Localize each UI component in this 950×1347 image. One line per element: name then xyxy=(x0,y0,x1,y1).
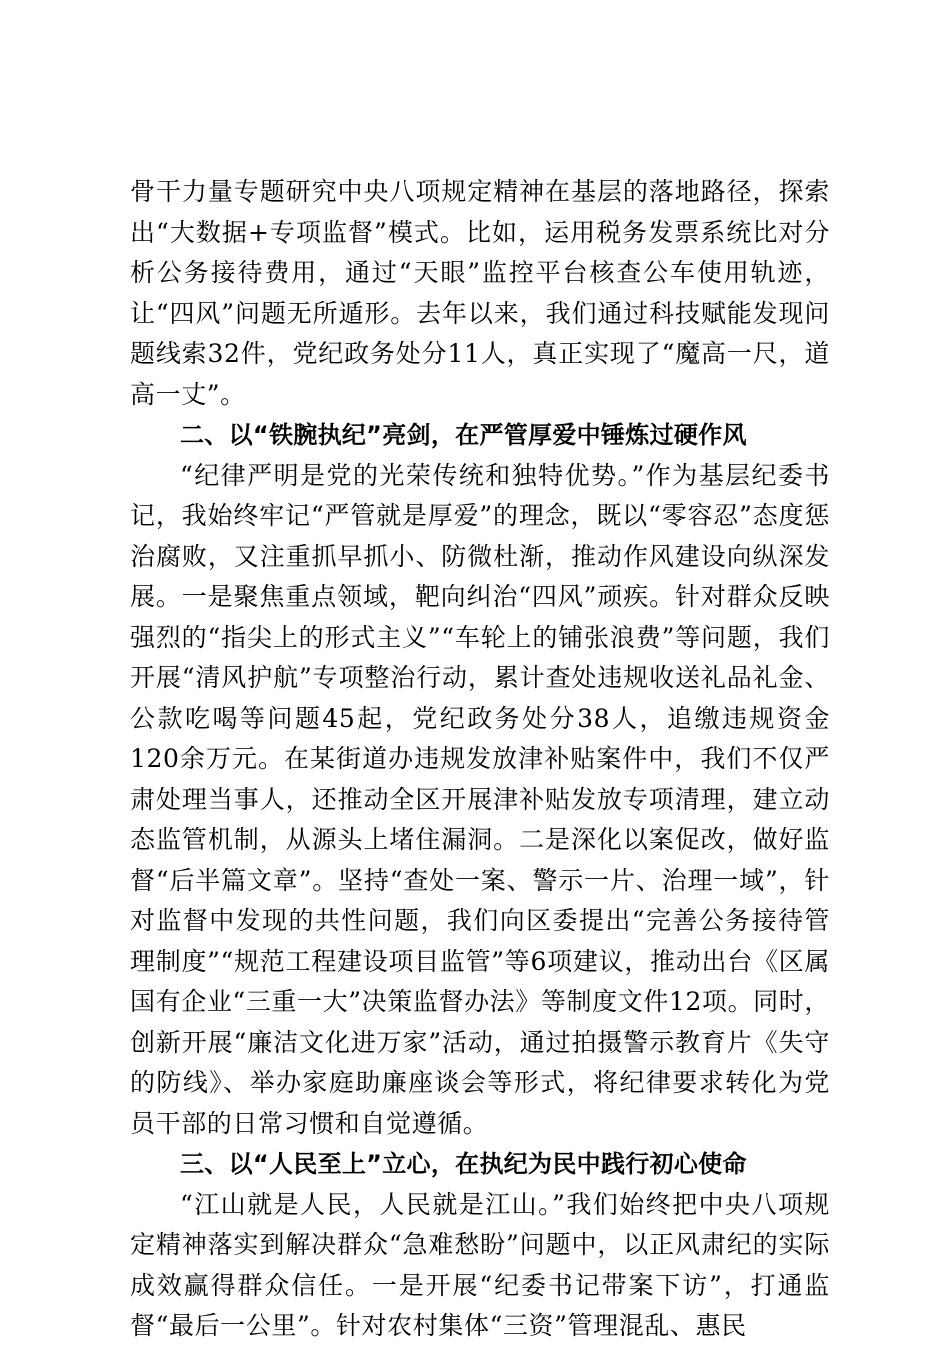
section-heading-3: 三、以“人民至上”立心，在执纪为民中践行初心使命 xyxy=(180,1150,747,1178)
body-paragraph-2: “纪律严明是党的光荣传统和独特优势。”作为基层纪委书记，我始终牢记“严管就是厚爱”的理念，既以“零容忍”态度惩治腐败，又注重抓早抓小、防微杜渐，推动作风建设向纵深发展。一是聚焦重点领域，靶向纠治“四风”顽疾。针对群众反映强烈的“指尖上的形式主义”“车轮上的铺张浪费”等问题，我们开展“清风护航”专项整治行动，累计查处违规收送礼品礼金、公款吃喝等问题45起，党纪政务处分38人，追缴违规资金120余万元。在某街道办违规发放津补贴案件中，我们不仅严肃处理当事人，还推动全区开展津补贴发放专项清理，建立动态监管机制，从源头上堵住漏洞。二是深化以案促改，做好监督“后半篇文章”。坚持“查处一案、警示一片、治理一域”，针对监督中发现的共性问题，我们向区委提出“完善公务接待管理制度”“规范工程建设项目监管”等6项建议，推动出台《区属国有企业“三重一大”决策监督办法》等制度文件12项。同时，创新开展“廉洁文化进万家”活动，通过拍摄警示教育片《失守的防线》、举办家庭助廉座谈会等形式，将纪律要求转化为党员干部的日常习惯和自觉遵循。 xyxy=(130,460,830,1138)
section-heading-2: 二、以“铁腕执纪”亮剑，在严管厚爱中锤炼过硬作风 xyxy=(180,421,747,449)
body-paragraph-3: “江山就是人民，人民就是江山。”我们始终把中央八项规定精神落实到解决群众“急难愁盼”问题中，以正风肃纪的实际成效赢得群众信任。一是开展“纪委书记带案下访”，打通监督“最后一公里”。针对农村集体“三资”管理混乱、惠民 xyxy=(130,1189,830,1340)
body-paragraph-1: 骨干力量专题研究中央八项规定精神在基层的落地路径，探索出“大数据+专项监督”模式。比如，运用税务发票系统比对分析公务接待费用，通过“天眼”监控平台核查公车使用轨迹，让“四风”问题无所遁形。去年以来，我们通过科技赋能发现问题线索32件，党纪政务处分11人，真正实现了“魔高一尺，道高一丈”。 xyxy=(130,177,830,409)
document-body xyxy=(130,172,830,1347)
